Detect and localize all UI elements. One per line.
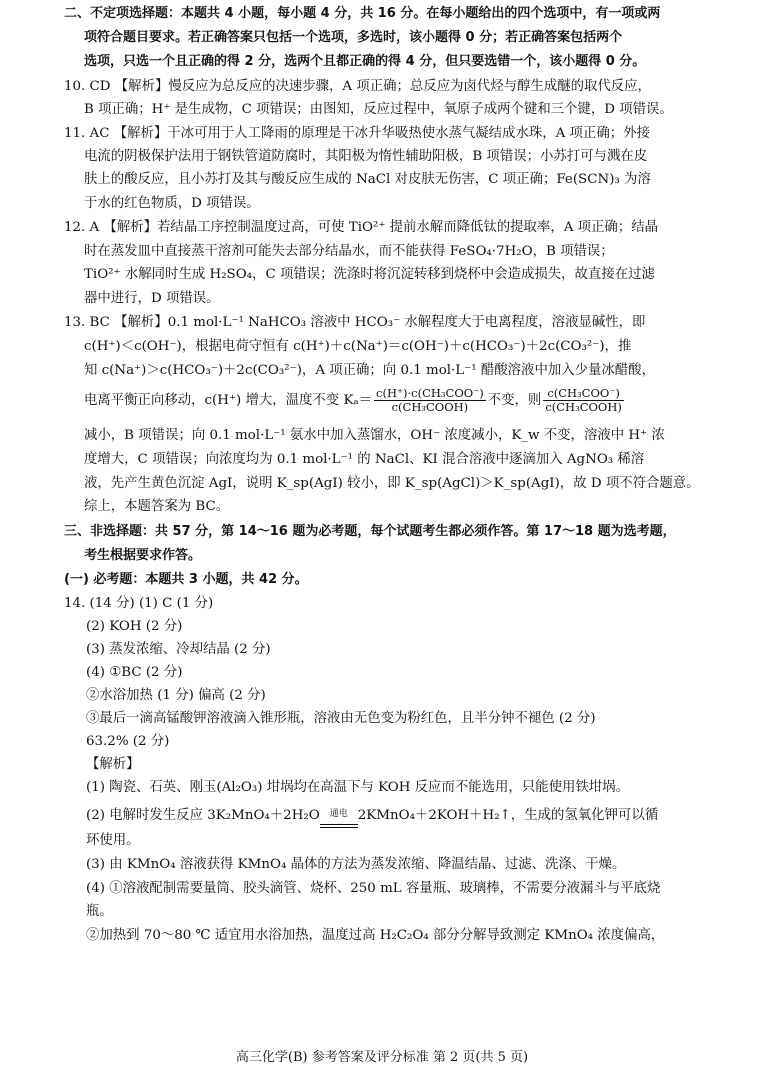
q11-line1: 11. AC 【解析】干冰可用于人工降雨的原理是干冰升华吸热使水蒸气凝结成水珠，A 项正确；外接 xyxy=(64,126,650,141)
ka-denominator: c(CH₃COOH) xyxy=(391,400,469,414)
ratio-denominator: c(CH₃COOH) xyxy=(545,400,622,414)
q13-line3: 知 c(Na⁺)＞c(HCO₃⁻)＋2c(CO₃²⁻)，A 项正确；向 0.1 mol·L⁻¹ 醋酸溶液中加入少量冰醋酸， xyxy=(84,363,655,378)
ratio-numerator: c(CH₃COO⁻) xyxy=(543,387,624,401)
q13-line4 xyxy=(84,386,718,416)
q13-line2: c(H⁺)＜c(OH⁻)，根据电荷守恒有 c(H⁺)＋c(Na⁺)＝c(OH⁻)＋c(HCO₃⁻)＋2c(CO₃²⁻)，推 xyxy=(84,339,632,354)
ka-numerator: c(H⁺)·c(CH₃COO⁻) xyxy=(376,386,484,400)
section2-heading-line2: 项符合题目要求。若正确答案只包括一个选项，多选时，该小题得 0 分；若正确答案包括两个 xyxy=(84,30,623,45)
q14-explain-1: (1) 陶瓷、石英、刚玉(Al₂O₃) 坩埚均在高温下与 KOH 反应而不能选用，只能使用铁坩埚。 xyxy=(86,780,629,795)
equals-sign-long xyxy=(320,824,358,828)
q13-line8: 综上，本题答案为 BC。 xyxy=(84,499,230,514)
section3-heading-line1: 三、非选择题：共 57 分，第 14～16 题为必考题，每个试题考生都必须作答。第 17～18 题为选考题， xyxy=(64,524,676,539)
ratio-fraction xyxy=(543,387,624,414)
q10-line1: 10. CD 【解析】慢反应为总反应的决速步骤，A 项正确；总反应为卤代烃与醇生成醚的取代反应， xyxy=(64,79,651,94)
q14-analysis-label: 【解析】 xyxy=(86,757,140,772)
q13-line5: 减小，B 项错误；向 0.1 mol·L⁻¹ 氨水中加入蒸馏水，OH⁻ 浓度减小，K_w 不变，溶液中 H⁺ 浓 xyxy=(84,428,665,443)
q13-line6: 度增大，C 项错误；向浓度均为 0.1 mol·L⁻¹ 的 NaCl、KI 混合溶液中逐滴加入 AgNO₃ 稀溶 xyxy=(84,452,645,467)
q14-answer-4: (4) ①BC (2 分) xyxy=(86,665,183,680)
q14-answer-3: (3) 蒸发浓缩、冷却结晶 (2 分) xyxy=(86,642,271,657)
section3-subheading: (一) 必考题：本题共 3 小题，共 42 分。 xyxy=(64,572,308,587)
q14-answer-5: ②水浴加热 (1 分) 偏高 (2 分) xyxy=(86,688,266,703)
q13-line7: 液，先产生黄色沉淀 AgI，说明 K_sp(AgI) 较小，即 K_sp(AgCl)＞K_sp(AgI)，故 D 项不符合题意。 xyxy=(84,476,700,491)
section2-heading-line1: 二、不定项选择题：本题共 4 小题，每小题 4 分，共 16 分。在每小题给出的四个选项中，有一项或两 xyxy=(64,6,661,21)
q11-line3: 肤上的酸反应，且小苏打及其与酸反应生成的 NaCl 对皮肤无伤害，C 项正确；Fe(SCN)₃ 为溶 xyxy=(84,172,651,187)
q13-line1: 13. BC 【解析】0.1 mol·L⁻¹ NaHCO₃ 溶液中 HCO₃⁻ 水解程度大于电离程度，溶液显碱性，即 xyxy=(64,315,646,330)
ka-fraction xyxy=(374,387,486,414)
q13-line4-text-b: 不变，则 xyxy=(487,393,542,408)
q12-line3: TiO²⁺ 水解同时生成 H₂SO₄，C 项错误；洗涤时将沉淀转移到烧杯中会造成损失，故直接在过滤 xyxy=(84,267,655,282)
q14-explain-3: (3) 由 KMnO₄ 溶液获得 KMnO₄ 晶体的方法为蒸发浓缩、降温结晶、过滤、洗涤、干燥。 xyxy=(86,857,626,872)
section3-heading-line2: 考生根据要求作答。 xyxy=(84,548,202,563)
q14-explain-4: (4) ①溶液配制需要量筒、胶头滴管、烧杯、250 mL 容量瓶、玻璃棒，不需要分液漏斗与平底烧 xyxy=(86,881,661,896)
electrolysis-arrow xyxy=(320,809,358,828)
q14-explain-5: ②加热到 70～80 ℃ 适宜用水浴加热，温度过高 H₂C₂O₄ 部分分解导致测定 KMnO₄ 浓度偏高， xyxy=(86,928,665,943)
q11-line2: 电流的阴极保护法用于钢铁管道防腐时，其阳极为惰性辅助阳极，B 项错误；小苏打可与溅在皮 xyxy=(84,149,648,164)
q14-explain-2 xyxy=(86,804,718,828)
q14-explain-4b: 瓶。 xyxy=(86,904,113,919)
q14-answer-6: ③最后一滴高锰酸钾溶液滴入锥形瓶，溶液由无色变为粉红色，且半分钟不褪色 (2 分) xyxy=(86,711,596,726)
q14-explain-2b: 2KMnO₄＋2KOH＋H₂↑，生成的氢氧化钾可以循 xyxy=(357,808,659,823)
electrolysis-condition: 通电 xyxy=(329,809,348,819)
q10-line2: B 项正确；H⁺ 是生成物，C 项错误；由图知，反应过程中，氧原子成两个键和三个键，D 项错误。 xyxy=(84,102,673,117)
q14-explain-2c: 环使用。 xyxy=(86,833,140,848)
q13-line4-text-a: 电离平衡正向移动，c(H⁺) 增大，温度不变 Kₐ＝ xyxy=(84,393,373,408)
q12-line2: 时在蒸发皿中直接蒸干溶剂可能失去部分结晶水，而不能获得 FeSO₄·7H₂O，B 项错误； xyxy=(84,244,614,259)
q12-line4: 器中进行，D 项错误。 xyxy=(84,291,220,306)
q11-line4: 于水的红色物质，D 项错误。 xyxy=(84,196,260,211)
q14-answer-2: (2) KOH (2 分) xyxy=(86,619,183,634)
q14-answer-1: 14. (14 分) (1) C (1 分) xyxy=(64,596,214,611)
page-footer: 高三化学(B) 参考答案及评分标准 第 2 页(共 5 页) xyxy=(235,1050,529,1065)
section2-heading-line3: 选项，只选一个且正确的得 2 分，选两个且都正确的得 4 分，但只要选错一个，该小题得 0 分。 xyxy=(84,54,646,69)
q14-answer-7: 63.2% (2 分) xyxy=(86,734,170,749)
q14-explain-2a: (2) 电解时发生反应 3K₂MnO₄＋2H₂O xyxy=(86,808,320,823)
q12-line1: 12. A 【解析】若结晶工序控制温度过高，可使 TiO²⁺ 提前水解而降低钛的提取率，A 项正确；结晶 xyxy=(64,220,658,235)
